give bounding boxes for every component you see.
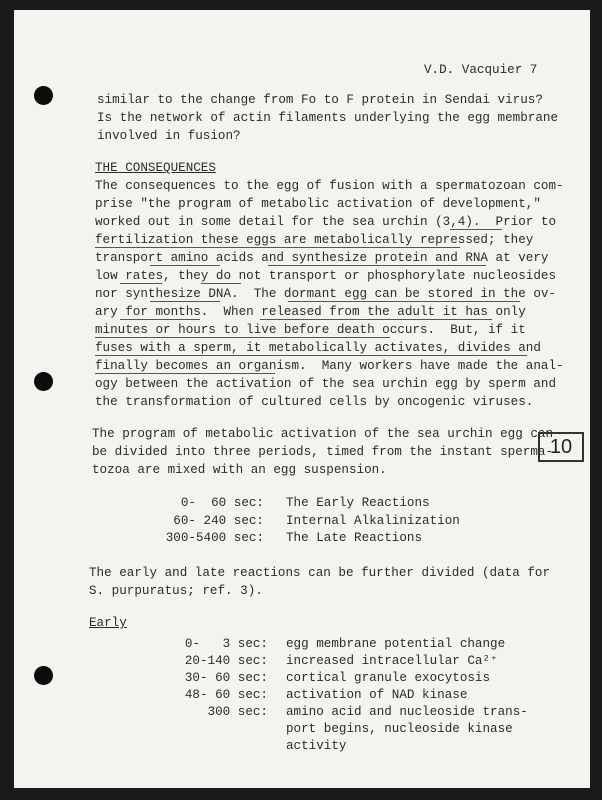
text-line: worked out in some detail for the sea urchin (3,4). Prior to <box>95 215 557 229</box>
period-label: Internal Alkalinization <box>286 514 460 528</box>
handwritten-underline <box>120 319 200 320</box>
event-description: egg membrane potential change <box>286 637 506 651</box>
handwritten-underline <box>95 355 527 356</box>
event-description: cortical granule exocytosis <box>286 671 491 685</box>
handwritten-underline <box>95 337 390 338</box>
text-line: nor synthesize DNA. The dormant egg can be stored in the ov- <box>95 287 557 301</box>
text-line: fertilization these eggs are metabolically repressed; they <box>95 233 534 247</box>
text-line: the transformation of cultured cells by oncogenic viruses. <box>95 395 534 409</box>
section-heading: THE CONSEQUENCES <box>95 161 216 175</box>
period-time: 60- 240 sec: <box>173 514 264 528</box>
text-line: ogy between the activation of the sea urchin egg by sperm and <box>95 377 557 391</box>
text-line: fuses with a sperm, it metabolically activates, divides and <box>95 341 541 355</box>
handwritten-underline <box>95 247 460 248</box>
binder-hole <box>34 666 53 685</box>
event-description: port begins, nucleoside kinase <box>286 722 513 736</box>
handwritten-underline <box>260 319 492 320</box>
text-line: The consequences to the egg of fusion with a spermatozoan com- <box>95 179 564 193</box>
event-time: 48- 60 sec: <box>184 688 268 702</box>
text-line: prise "the program of metabolic activation of development," <box>95 197 541 211</box>
event-description: activity <box>286 739 347 753</box>
handwritten-underline <box>268 265 486 266</box>
text-line: Is the network of actin filaments underlying the egg membrane <box>97 111 559 125</box>
period-label: The Late Reactions <box>286 531 423 545</box>
event-description: increased intracellular Ca²⁺ <box>286 654 498 668</box>
period-label: The Early Reactions <box>286 496 430 510</box>
text-line: transport amino acids and synthesize protein and RNA at very <box>95 251 549 265</box>
handwritten-underline <box>150 301 220 302</box>
binder-hole <box>34 86 53 105</box>
page-header: V.D. Vacquier 7 <box>424 63 538 77</box>
text-line: similar to the change from Fo to F protein in Sendai virus? <box>97 93 543 107</box>
binder-hole <box>34 372 53 391</box>
event-time: 0- 3 sec: <box>184 637 268 651</box>
period-time: 300-5400 sec: <box>165 531 264 545</box>
text-line: involved in fusion? <box>97 129 241 143</box>
text-line: The early and late reactions can be further divided (data for <box>89 566 551 580</box>
early-heading: Early <box>89 616 127 630</box>
event-time: 300 sec: <box>207 705 268 719</box>
handwritten-underline <box>450 229 502 230</box>
text-line: finally becomes an organism. Many workers have made the anal- <box>95 359 564 373</box>
handwritten-underline <box>288 301 520 302</box>
handwritten-underline <box>150 265 220 266</box>
text-line: The program of metabolic activation of the sea urchin egg can <box>92 427 554 441</box>
text-line: be divided into three periods, timed from the instant sperma- <box>92 445 554 459</box>
handwritten-underline <box>201 283 241 284</box>
period-time: 0- 60 sec: <box>180 496 264 510</box>
handwritten-underline <box>95 373 275 374</box>
event-description: amino acid and nucleoside trans- <box>286 705 528 719</box>
event-time: 20-140 sec: <box>184 654 268 668</box>
text-line: S. purpuratus; ref. 3). <box>89 584 263 598</box>
text-line: tozoa are mixed with an egg suspension. <box>92 463 387 477</box>
handwritten-underline <box>120 283 162 284</box>
text-line: low rates, they do not transport or phosphorylate nucleosides <box>95 269 557 283</box>
event-description: activation of NAD kinase <box>286 688 468 702</box>
page-number-stamp: 10 <box>538 432 584 462</box>
text-line: ary for months. When released from the adult it has only <box>95 305 526 319</box>
event-time: 30- 60 sec: <box>184 671 268 685</box>
text-line: minutes or hours to live before death occurs. But, if it <box>95 323 526 337</box>
